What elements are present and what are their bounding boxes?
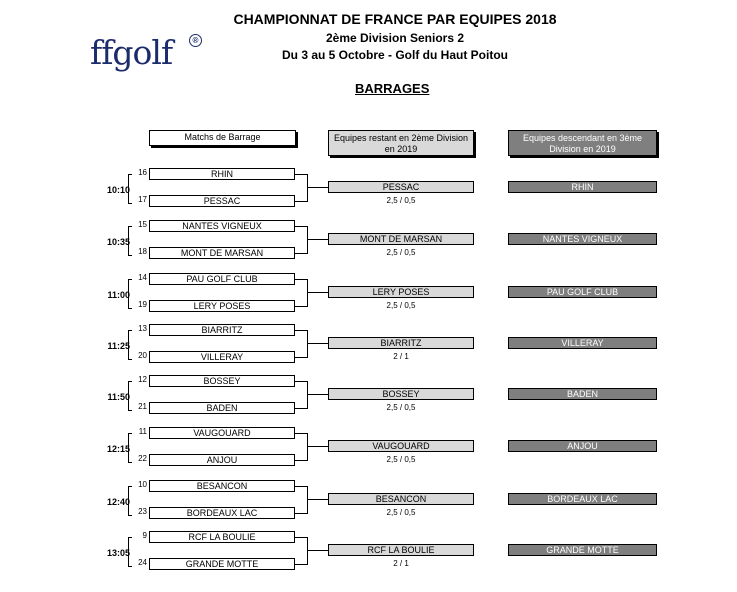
bracket-line	[295, 357, 307, 358]
match-time: 10:10	[106, 185, 130, 195]
loser-box: GRANDE MOTTE	[508, 544, 657, 556]
team-box: LERY POSES	[149, 300, 295, 312]
ffgolf-logo: ffgolf	[90, 33, 173, 72]
team-box: BESANCON	[149, 480, 295, 492]
seed-number: 24	[138, 558, 147, 567]
seed-number: 14	[138, 273, 147, 282]
seed-number: 17	[138, 195, 147, 204]
event-dates: Du 3 au 5 Octobre - Golf du Haut Poitou	[281, 48, 508, 62]
bracket-line	[295, 564, 307, 565]
bracket-line	[295, 381, 307, 382]
bracket-line	[307, 292, 328, 293]
loser-box: ANJOU	[508, 440, 657, 452]
column-header-staying: Equipes restant en 2ème Division en 2019	[328, 130, 474, 156]
team-box: BADEN	[149, 402, 295, 414]
team-box: BORDEAUX LAC	[149, 507, 295, 519]
bracket-line	[128, 515, 132, 516]
team-box: GRANDE MOTTE	[149, 558, 295, 570]
bracket-line	[295, 537, 307, 538]
seed-number: 9	[142, 531, 147, 540]
loser-box: VILLERAY	[508, 337, 657, 349]
loser-box: RHIN	[508, 181, 657, 193]
bracket-line	[128, 486, 132, 487]
team-box: PESSAC	[149, 195, 295, 207]
bracket-line	[307, 226, 308, 254]
bracket-line	[307, 343, 328, 344]
seed-number: 19	[138, 300, 147, 309]
seed-number: 20	[138, 351, 147, 360]
bracket-line	[128, 226, 132, 227]
section-title: BARRAGES	[355, 81, 430, 96]
bracket-line	[307, 486, 308, 514]
loser-box: NANTES VIGNEUX	[508, 233, 657, 245]
bracket-line	[128, 433, 132, 434]
page-title: CHAMPIONNAT DE FRANCE PAR EQUIPES 2018	[233, 11, 557, 27]
winner-box: VAUGOUARD	[328, 440, 474, 452]
match-score: 2,5 / 0,5	[386, 403, 416, 412]
match-time: 12:15	[106, 444, 130, 454]
team-box: ANJOU	[149, 454, 295, 466]
loser-box: PAU GOLF CLUB	[508, 286, 657, 298]
bracket-line	[295, 513, 307, 514]
bracket-line	[128, 381, 132, 382]
column-header-descending: Equipes descendant en 3ème Division en 2019	[508, 130, 657, 156]
bracket-line	[295, 279, 307, 280]
bracket-line	[307, 499, 328, 500]
match-score: 2,5 / 0,5	[386, 455, 416, 464]
bracket-line	[128, 203, 132, 204]
seed-number: 18	[138, 247, 147, 256]
bracket-line	[128, 462, 132, 463]
bracket-line	[307, 330, 308, 358]
match-score: 2,5 / 0,5	[386, 508, 416, 517]
seed-number: 11	[138, 427, 147, 436]
winner-box: LERY POSES	[328, 286, 474, 298]
seed-number: 21	[138, 402, 147, 411]
match-score: 2 / 1	[393, 352, 409, 361]
loser-box: BADEN	[508, 388, 657, 400]
match-time: 11:25	[107, 341, 130, 351]
team-box: RHIN	[149, 168, 295, 180]
bracket-line	[307, 187, 328, 188]
bracket-line	[307, 537, 308, 565]
column-header-matches: Matchs de Barrage	[149, 130, 296, 146]
match-time: 10:35	[106, 237, 130, 247]
bracket-line	[295, 306, 307, 307]
seed-number: 23	[138, 507, 147, 516]
bracket-line	[307, 279, 308, 307]
bracket-line	[307, 394, 328, 395]
bracket-line	[128, 359, 132, 360]
bracket-line	[295, 408, 307, 409]
bracket-line	[307, 446, 328, 447]
winner-box: RCF LA BOULIE	[328, 544, 474, 556]
team-box: RCF LA BOULIE	[149, 531, 295, 543]
seed-number: 10	[138, 480, 147, 489]
bracket-line	[295, 433, 307, 434]
team-box: PAU GOLF CLUB	[149, 273, 295, 285]
team-box: NANTES VIGNEUX	[149, 220, 295, 232]
match-score: 2,5 / 0,5	[386, 248, 416, 257]
team-box: VILLERAY	[149, 351, 295, 363]
seed-number: 22	[138, 454, 147, 463]
team-box: BOSSEY	[149, 375, 295, 387]
bracket-line	[295, 226, 307, 227]
match-time: 11:50	[107, 392, 130, 402]
bracket-line	[128, 174, 132, 175]
winner-box: PESSAC	[328, 181, 474, 193]
bracket-line	[295, 460, 307, 461]
team-box: BIARRITZ	[149, 324, 295, 336]
match-time: 13:05	[106, 548, 130, 558]
seed-number: 16	[138, 168, 147, 177]
bracket-line	[307, 174, 308, 202]
loser-box: BORDEAUX LAC	[508, 493, 657, 505]
bracket-line	[307, 550, 328, 551]
seed-number: 13	[138, 324, 147, 333]
bracket-line	[128, 255, 132, 256]
bracket-line	[128, 330, 132, 331]
bracket-line	[295, 253, 307, 254]
match-score: 2 / 1	[393, 559, 409, 568]
bracket-line	[307, 239, 328, 240]
winner-box: BESANCON	[328, 493, 474, 505]
match-time: 11:00	[107, 290, 130, 300]
seed-number: 12	[138, 375, 147, 384]
seed-number: 15	[138, 220, 147, 229]
bracket-line	[128, 537, 132, 538]
bracket-line	[128, 279, 132, 280]
team-box: VAUGOUARD	[149, 427, 295, 439]
team-box: MONT DE MARSAN	[149, 247, 295, 259]
bracket-line	[128, 308, 132, 309]
winner-box: MONT DE MARSAN	[328, 233, 474, 245]
match-time: 12:40	[106, 497, 130, 507]
bracket-line	[295, 174, 307, 175]
bracket-line	[307, 381, 308, 409]
bracket-line	[295, 201, 307, 202]
winner-box: BIARRITZ	[328, 337, 474, 349]
match-score: 2,5 / 0,5	[386, 196, 416, 205]
bracket-line	[307, 433, 308, 461]
division-subtitle: 2ème Division Seniors 2	[325, 31, 465, 45]
winner-box: BOSSEY	[328, 388, 474, 400]
bracket-line	[128, 410, 132, 411]
bracket-line	[128, 566, 132, 567]
match-score: 2,5 / 0,5	[386, 301, 416, 310]
bracket-line	[295, 486, 307, 487]
bracket-line	[295, 330, 307, 331]
registered-mark-icon: ®	[189, 34, 202, 47]
